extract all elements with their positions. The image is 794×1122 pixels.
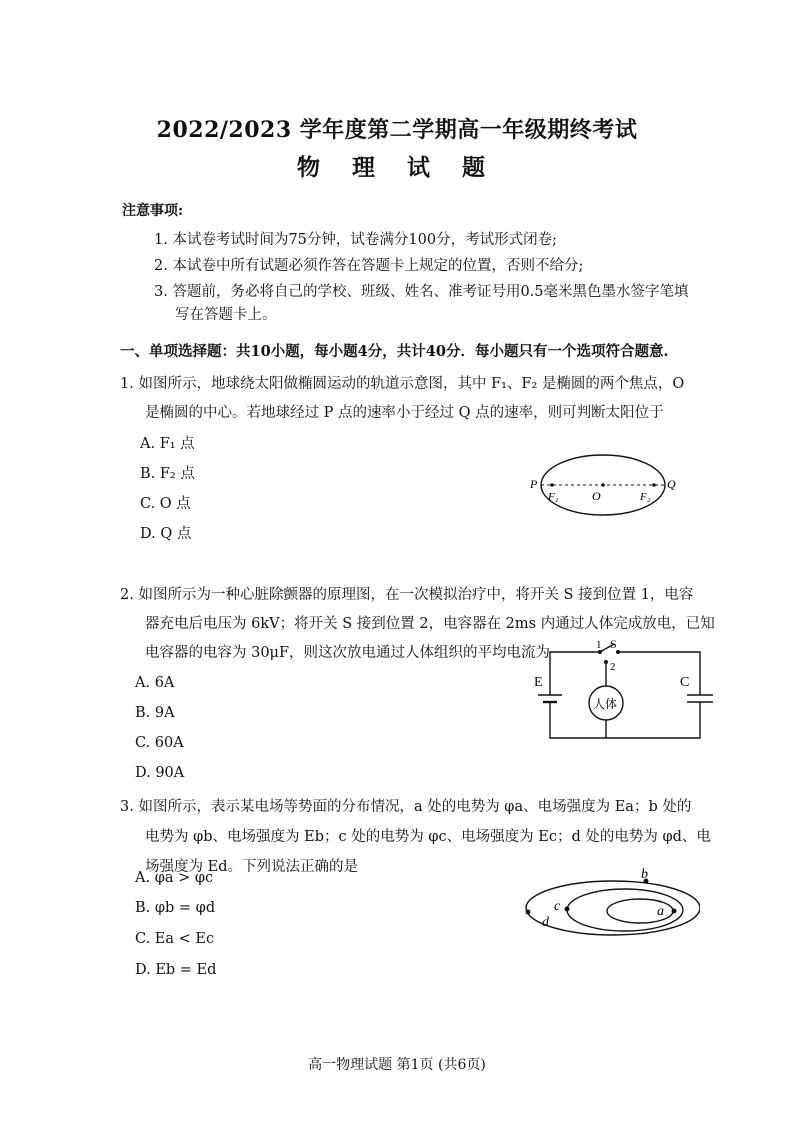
label-O: O xyxy=(592,489,601,503)
q1-option-c: C. O 点 xyxy=(140,496,191,512)
defibrillator-circuit xyxy=(530,640,720,750)
q3-option-b: B. φb = φd xyxy=(135,900,216,916)
q2-stem-line1: 2. 如图所示为一种心脏除颤器的原理图，在一次模拟治疗中，将开关 S 接到位置 1，电容 xyxy=(120,587,694,603)
label-S: S xyxy=(610,640,617,651)
q3-option-a: A. φa > φc xyxy=(135,870,214,886)
equipotential-diagram xyxy=(520,868,700,938)
q3-stem-line1: 3. 如图所示，表示某电场等势面的分布情况，a 处的电势为 φa、电场强度为 Ea；b 处的 xyxy=(120,799,692,815)
orbit-diagram xyxy=(528,450,678,520)
q3-stem-line2: 电势为 φb、电场强度为 Eb；c 处的电势为 φc、电场强度为 Ec；d 处的电势为 φd、电 xyxy=(145,829,711,845)
label-F2: F₂ xyxy=(640,491,651,503)
q2-option-b: B. 9A xyxy=(135,705,175,721)
q2-option-c: C. 60A xyxy=(135,735,184,751)
notice-item: 写在答题卡上。 xyxy=(175,307,277,323)
section-heading: 一、单项选择题：共10小题，每小题4分，共计40分．每小题只有一个选项符合题意. xyxy=(120,343,669,360)
q2-option-d: D. 90A xyxy=(135,765,185,781)
q1-option-d: D. Q 点 xyxy=(140,526,192,542)
label-d: d xyxy=(542,915,549,930)
notice-item: 2. 本试卷中所有试题必须作答在答题卡上规定的位置，否则不给分; xyxy=(154,258,584,274)
q2-option-a: A. 6A xyxy=(135,675,175,691)
q1-option-b: B. F₂ 点 xyxy=(140,466,195,482)
label-pos2: 2 xyxy=(610,661,616,673)
label-a: a xyxy=(657,904,664,919)
label-body: 人体 xyxy=(593,697,618,711)
q2-stem-line3: 电容器的电容为 30μF，则这次放电通过人体组织的平均电流为 xyxy=(145,645,551,661)
label-E: E xyxy=(534,675,543,690)
q2-stem-line2: 器充电后电压为 6kV；将开关 S 接到位置 2，电容器在 2ms 内通过人体完成放电，已知 xyxy=(145,616,715,632)
label-C: C xyxy=(680,675,690,690)
label-F1: F₁ xyxy=(548,491,559,503)
notice-item: 3. 答题前，务必将自己的学校、班级、姓名、准考证号用0.5毫米黑色墨水签字笔填 xyxy=(154,284,689,300)
q3-option-c: C. Ea < Ec xyxy=(135,931,215,947)
subject-title: 物 理 试 题 xyxy=(296,154,498,181)
notice-item: 1. 本试卷考试时间为75分钟，试卷满分100分，考试形式闭卷; xyxy=(154,232,557,248)
q1-stem-line1: 1. 如图所示，地球绕太阳做椭圆运动的轨道示意图，其中 F₁、F₂ 是椭圆的两个焦点，O xyxy=(120,376,685,392)
page-footer: 高一物理试题 第1页 (共6页) xyxy=(308,1057,486,1073)
q1-option-a: A. F₁ 点 xyxy=(140,436,195,452)
q3-stem-line3: 场强度为 Ed。下列说法正确的是 xyxy=(145,859,358,875)
q1-stem-line2: 是椭圆的中心。若地球经过 P 点的速率小于经过 Q 点的速率，则可判断太阳位于 xyxy=(145,405,664,421)
label-P: P xyxy=(530,477,538,491)
notice-heading: 注意事项: xyxy=(122,203,184,219)
label-c: c xyxy=(554,899,561,914)
exam-title: 2022/2023 学年度第二学期高一年级期终考试 xyxy=(156,117,638,143)
label-pos1: 1 xyxy=(596,640,602,651)
q3-option-d: D. Eb = Ed xyxy=(135,962,217,978)
label-Q: Q xyxy=(667,477,676,491)
label-b: b xyxy=(641,868,648,882)
